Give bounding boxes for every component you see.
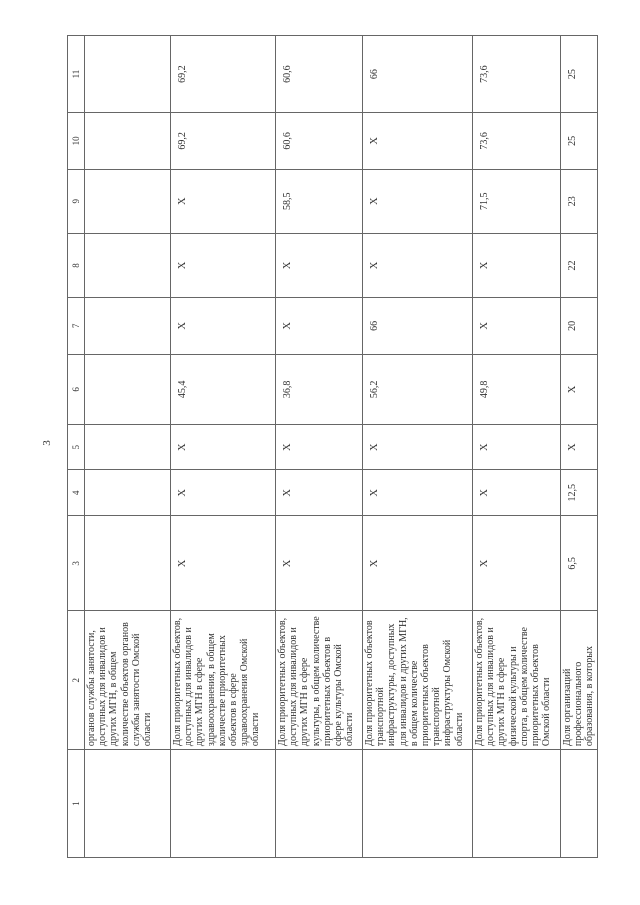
table-cell: 22: [561, 233, 598, 297]
col-header: 2: [68, 611, 85, 750]
table-cell: 66: [363, 36, 473, 113]
table-cell: X: [171, 233, 276, 297]
table-cell: [85, 470, 171, 516]
table-cell: 58,5: [276, 169, 363, 233]
table-cell: 23: [561, 169, 598, 233]
table-cell: 69,2: [171, 36, 276, 113]
header-row: [68, 36, 85, 858]
table-row: [276, 36, 363, 858]
table-cell: X: [473, 516, 561, 611]
col-header: 6: [68, 354, 85, 425]
table-cell: X: [171, 470, 276, 516]
table-row: [85, 36, 171, 858]
table-cell: X: [561, 425, 598, 470]
table-cell: 49,8: [473, 354, 561, 425]
table-cell: [85, 354, 171, 425]
table-cell: 60,6: [276, 36, 363, 113]
col-header: 1: [68, 750, 85, 858]
table-cell: X: [363, 233, 473, 297]
table-cell: X: [276, 425, 363, 470]
table-cell: X: [473, 425, 561, 470]
table-cell: 6,5: [561, 516, 598, 611]
indicator-name: Доля приоритетных объектов, доступных для инвалидов и других МГН в сфере культуры, в общем количестве приоритетных объектов в сфере культуры Омской области: [276, 611, 363, 750]
indicator-table: [67, 35, 598, 858]
table-cell: X: [276, 233, 363, 297]
table-cell: X: [171, 298, 276, 355]
table-cell: [85, 516, 171, 611]
table-cell: [171, 750, 276, 858]
table-cell: 45,4: [171, 354, 276, 425]
table-cell: [276, 750, 363, 858]
table-cell: [85, 425, 171, 470]
table-cell: X: [561, 354, 598, 425]
col-header: 4: [68, 470, 85, 516]
table-cell: [85, 169, 171, 233]
col-header: 5: [68, 425, 85, 470]
table-cell: X: [363, 169, 473, 233]
col-header: 10: [68, 113, 85, 170]
table-row: [473, 36, 561, 858]
table-cell: X: [276, 516, 363, 611]
table-cell: X: [363, 516, 473, 611]
table-row: [561, 36, 598, 858]
table-cell: X: [363, 113, 473, 170]
col-header: 11: [68, 36, 85, 113]
indicator-name: Доля приоритетных объектов транспортной инфраструктуры, доступных для инвалидов и других МГН, в общем количестве приоритетных объектов транспортной инфраструктуры Омской области: [363, 611, 473, 750]
col-header: 7: [68, 298, 85, 355]
table-cell: 71,5: [473, 169, 561, 233]
table-cell: [85, 233, 171, 297]
col-header: 8: [68, 233, 85, 297]
table-row: [363, 36, 473, 858]
col-header: 9: [68, 169, 85, 233]
table-cell: [85, 750, 171, 858]
table-cell: X: [363, 425, 473, 470]
indicator-name: Доля приоритетных объектов, доступных для инвалидов и других МГН в сфере здравоохранения, в общем количестве приоритетных объектов в сфере здравоохранения Омской области: [171, 611, 276, 750]
table-cell: 36,8: [276, 354, 363, 425]
table-cell: X: [276, 298, 363, 355]
table-cell: X: [473, 233, 561, 297]
table-cell: [473, 750, 561, 858]
table-cell: 60,6: [276, 113, 363, 170]
table-cell: X: [276, 470, 363, 516]
table-cell: 12,5: [561, 470, 598, 516]
col-header: 3: [68, 516, 85, 611]
table-cell: [85, 298, 171, 355]
table-cell: [363, 750, 473, 858]
table-cell: 20: [561, 298, 598, 355]
table-cell: [85, 36, 171, 113]
table-cell: X: [171, 169, 276, 233]
indicator-name: Доля организаций профессионального образования, в которых: [561, 611, 598, 750]
table-cell: X: [363, 470, 473, 516]
table-cell: 73,6: [473, 113, 561, 170]
table-cell: X: [473, 470, 561, 516]
table-row: [171, 36, 276, 858]
table-cell: 25: [561, 36, 598, 113]
table-cell: 73,6: [473, 36, 561, 113]
table-cell: 66: [363, 298, 473, 355]
table-cell: [561, 750, 598, 858]
table-cell: [85, 113, 171, 170]
table-cell: X: [473, 298, 561, 355]
table-cell: 25: [561, 113, 598, 170]
indicator-table-rotated: [67, 35, 596, 858]
indicator-name: Доля приоритетных объектов, доступных для инвалидов и других МГН в сфере физической культуры и спорта, в общем количестве приоритетных объектов Омской области: [473, 611, 561, 750]
page-number: 3: [41, 440, 53, 446]
table-cell: X: [171, 516, 276, 611]
table-cell: 69,2: [171, 113, 276, 170]
table-cell: X: [171, 425, 276, 470]
indicator-name: органов службы занятости, доступных для инвалидов и других МГН, в общем количестве объектов органов службы занятости Омской области: [85, 611, 171, 750]
table-cell: 56,2: [363, 354, 473, 425]
